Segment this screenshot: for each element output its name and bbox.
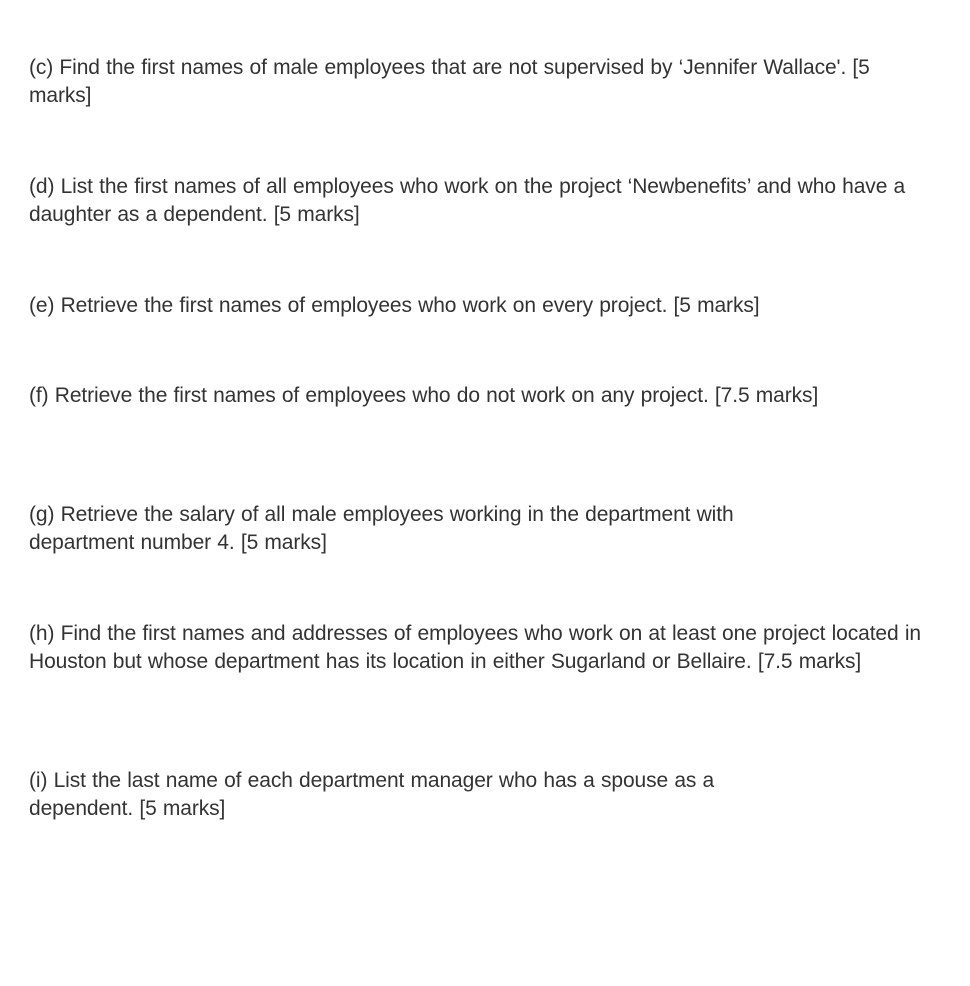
question-d: (d) List the first names of all employees who work on the project ‘Newbenefits’ and who have a daughter as a dependent. [5 marks] [29,175,906,226]
question-g: (g) Retrieve the salary of all male employees working in the department with department number 4. [5 marks] [29,503,734,554]
question-c: (c) Find the first names of male employees that are not supervised by ‘Jennifer Wallace'. [5 marks] [29,56,870,107]
question-i: (i) List the last name of each department manager who has a spouse as a dependent. [5 marks] [29,769,715,820]
question-e: (e) Retrieve the first names of employees who work on every project. [5 marks] [29,294,760,317]
question-f: (f) Retrieve the first names of employees who do not work on any project. [7.5 marks] [29,384,819,407]
question-h: (h) Find the first names and addresses of employees who work on at least one project located in Houston but whose department has its location in either Sugarland or Bellaire. [7.5 marks] [29,622,921,673]
